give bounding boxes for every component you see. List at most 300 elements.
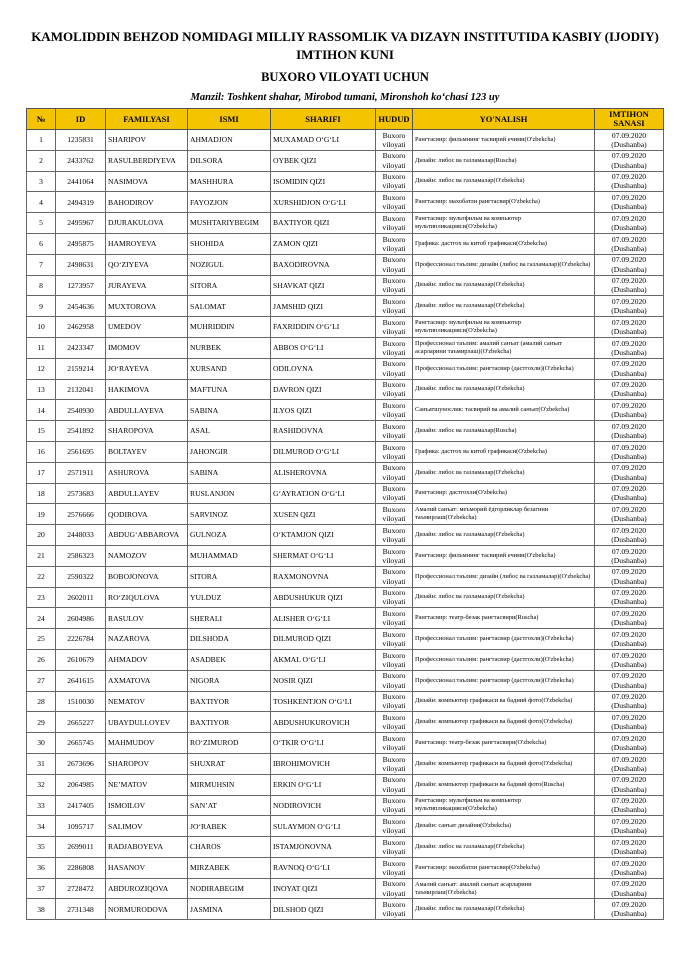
row-exam-date: 07.09.2020 (Dushanba) [595,192,664,213]
row-number: 2 [27,150,56,171]
row-patronymic: TOSHKENTJON O‘G‘LI [271,691,376,712]
row-name: ASADBEK [188,649,271,670]
row-patronymic: JAMSHID QIZI [271,296,376,317]
row-id: 2417405 [56,795,106,816]
row-direction: Рангтасвир: театр-безак рангтасвири(O'zbekcha) [413,733,595,754]
row-patronymic: ABBOS O‘G‘LI [271,337,376,358]
row-number: 29 [27,712,56,733]
row-region: Buxoro viloyati [376,691,413,712]
row-surname: DJURAKULOVA [106,213,188,234]
row-patronymic: DAVRON QIZI [271,379,376,400]
row-surname: ASHUROVA [106,462,188,483]
row-id: 2561695 [56,441,106,462]
row-surname: NE’MATOV [106,774,188,795]
table-row [27,525,664,546]
row-name: NODIRABEGIM [188,878,271,899]
row-id: 2540930 [56,400,106,421]
row-patronymic: DILMUROD O‘G‘LI [271,441,376,462]
row-region: Buxoro viloyati [376,795,413,816]
row-id: 2132041 [56,379,106,400]
row-surname: MAHMUDOV [106,733,188,754]
row-patronymic: ALISHER O‘G‘LI [271,608,376,629]
row-name: DILSHODA [188,629,271,650]
row-number: 36 [27,857,56,878]
row-region: Buxoro viloyati [376,566,413,587]
row-exam-date: 07.09.2020 (Dushanba) [595,649,664,670]
row-exam-date: 07.09.2020 (Dushanba) [595,358,664,379]
row-id: 2159214 [56,358,106,379]
table-row [27,233,664,254]
row-name: MAFTUNA [188,379,271,400]
row-region: Buxoro viloyati [376,649,413,670]
table-row [27,691,664,712]
row-region: Buxoro viloyati [376,421,413,442]
row-exam-date: 07.09.2020 (Dushanba) [595,608,664,629]
table-row [27,774,664,795]
table-row [27,213,664,234]
row-id: 2604986 [56,608,106,629]
table-row [27,296,664,317]
row-name: RO‘ZIMUROD [188,733,271,754]
row-region: Buxoro viloyati [376,358,413,379]
row-patronymic: XURSHIDJON O‘G‘LI [271,192,376,213]
title-line-2: IMTIHON KUNI [296,47,394,62]
row-name: SAN’AT [188,795,271,816]
row-region: Buxoro viloyati [376,317,413,338]
row-exam-date: 07.09.2020 (Dushanba) [595,441,664,462]
row-name: FAYOZJON [188,192,271,213]
row-id: 2728472 [56,878,106,899]
table-row [27,192,664,213]
row-number: 13 [27,379,56,400]
col-header-id: ID [56,109,106,130]
row-region: Buxoro viloyati [376,275,413,296]
row-id: 2576666 [56,504,106,525]
row-direction: Графика: дастгох ва китоб графикаси(O'zbekcha) [413,441,595,462]
row-region: Buxoro viloyati [376,712,413,733]
row-exam-date: 07.09.2020 (Dushanba) [595,130,664,151]
row-name: YULDUZ [188,587,271,608]
row-patronymic: SHAVKAT QIZI [271,275,376,296]
row-number: 38 [27,899,56,920]
row-direction: Дизайн: компьютер графикаси ва бадиий фото(O'zbekcha) [413,753,595,774]
row-number: 22 [27,566,56,587]
row-number: 31 [27,753,56,774]
row-patronymic: XUSEN QIZI [271,504,376,525]
row-id: 2226784 [56,629,106,650]
row-surname: ABDULLAYEVA [106,400,188,421]
table-row [27,275,664,296]
row-direction: Дизайн: либос ва газламалар(Ruscha) [413,150,595,171]
row-name: SHOHIDA [188,233,271,254]
row-name: SARVINOZ [188,504,271,525]
row-name: MUSHTARIYBEGIM [188,213,271,234]
row-number: 8 [27,275,56,296]
row-surname: NASIMOVA [106,171,188,192]
row-number: 27 [27,670,56,691]
row-number: 14 [27,400,56,421]
row-exam-date: 07.09.2020 (Dushanba) [595,545,664,566]
row-region: Buxoro viloyati [376,233,413,254]
row-id: 2665745 [56,733,106,754]
row-region: Buxoro viloyati [376,733,413,754]
row-number: 20 [27,525,56,546]
row-exam-date: 07.09.2020 (Dushanba) [595,462,664,483]
row-region: Buxoro viloyati [376,400,413,421]
table-row [27,712,664,733]
row-exam-date: 07.09.2020 (Dushanba) [595,566,664,587]
row-surname: NEMATOV [106,691,188,712]
row-number: 18 [27,483,56,504]
row-id: 2590322 [56,566,106,587]
row-number: 37 [27,878,56,899]
row-number: 26 [27,649,56,670]
row-patronymic: ABDUSHUKUROVICH [271,712,376,733]
row-surname: RASULBERDIYEVA [106,150,188,171]
row-patronymic: G‘AYRATJON O‘G‘LI [271,483,376,504]
row-direction: Дизайн: либос ва газламалар(O'zbekcha) [413,171,595,192]
row-name: SALOMAT [188,296,271,317]
row-number: 24 [27,608,56,629]
row-name: NOZIGUL [188,254,271,275]
row-name: GULNOZA [188,525,271,546]
row-patronymic: ALISHEROVNA [271,462,376,483]
row-name: NIGORA [188,670,271,691]
row-number: 16 [27,441,56,462]
row-region: Buxoro viloyati [376,441,413,462]
row-name: XURSAND [188,358,271,379]
row-exam-date: 07.09.2020 (Dushanba) [595,899,664,920]
col-header-patronymic: SHARIFI [271,109,376,130]
row-surname: BAHODIROV [106,192,188,213]
table-row [27,130,664,151]
address-line: Manzil: Toshkent shahar, Mirobod tumani, Mironshoh ko‘chasi 123 uy [190,92,500,103]
row-direction: Профессионал таълим: дизайн (либос ва газламалар)(O'zbekcha) [413,254,595,275]
row-region: Buxoro viloyati [376,878,413,899]
row-patronymic: NODIROVICH [271,795,376,816]
row-exam-date: 07.09.2020 (Dushanba) [595,774,664,795]
row-patronymic: OYBEK QIZI [271,150,376,171]
row-exam-date: 07.09.2020 (Dushanba) [595,337,664,358]
table-body [27,130,664,920]
row-surname: BOLTAYEV [106,441,188,462]
table-row [27,400,664,421]
row-region: Buxoro viloyati [376,545,413,566]
row-number: 33 [27,795,56,816]
row-name: BAXTIYOR [188,691,271,712]
row-patronymic: RAVNOQ O‘G‘LI [271,857,376,878]
table-row [27,899,664,920]
row-number: 35 [27,837,56,858]
table-row [27,545,664,566]
row-surname: IMOMOV [106,337,188,358]
row-id: 1235831 [56,130,106,151]
row-exam-date: 07.09.2020 (Dushanba) [595,421,664,442]
row-exam-date: 07.09.2020 (Dushanba) [595,629,664,650]
row-name: SABINA [188,462,271,483]
row-name: RUSLANJON [188,483,271,504]
row-name: SHUXRAT [188,753,271,774]
row-exam-date: 07.09.2020 (Dushanba) [595,483,664,504]
row-id: 2448033 [56,525,106,546]
row-patronymic: BAXODIROVNA [271,254,376,275]
row-number: 6 [27,233,56,254]
row-surname: ISMOILOV [106,795,188,816]
row-id: 2586323 [56,545,106,566]
row-patronymic: RAXMONOVNA [271,566,376,587]
row-direction: Профессионал таълим: рангтасвир (дастгохли)(O'zbekcha) [413,629,595,650]
row-patronymic: SHERMAT O‘G‘LI [271,545,376,566]
row-id: 2573683 [56,483,106,504]
row-direction: Профессионал таълим: рангтасвир (дастгохли)(O'zbekcha) [413,358,595,379]
row-surname: NAMOZOV [106,545,188,566]
row-surname: SHAROPOVA [106,421,188,442]
row-patronymic: ERKIN O‘G‘LI [271,774,376,795]
row-direction: Профессионал таълим: амалий санъат (амалий санъат асарларини таъмирлаш)(O'zbekcha) [413,337,595,358]
row-surname: QODIROVA [106,504,188,525]
row-direction: Дизайн: компьютер графикаси ва бадиий фото(O'zbekcha) [413,712,595,733]
row-region: Buxoro viloyati [376,171,413,192]
row-name: MASHHURA [188,171,271,192]
row-region: Buxoro viloyati [376,670,413,691]
table-row [27,733,664,754]
row-id: 2286808 [56,857,106,878]
row-patronymic: ISOMIDIN QIZI [271,171,376,192]
row-surname: BOBOJONOVA [106,566,188,587]
row-patronymic: ODILOVNA [271,358,376,379]
row-exam-date: 07.09.2020 (Dushanba) [595,150,664,171]
row-surname: ABDULLAYEV [106,483,188,504]
row-name: MIRMUHSIN [188,774,271,795]
row-number: 12 [27,358,56,379]
row-direction: Дизайн: либос ва газламалар(O'zbekcha) [413,296,595,317]
row-region: Buxoro viloyati [376,629,413,650]
row-id: 2673696 [56,753,106,774]
row-exam-date: 07.09.2020 (Dushanba) [595,878,664,899]
row-number: 3 [27,171,56,192]
row-number: 23 [27,587,56,608]
row-number: 21 [27,545,56,566]
row-surname: ABDUG‘ABBAROVA [106,525,188,546]
row-exam-date: 07.09.2020 (Dushanba) [595,587,664,608]
row-id: 2433762 [56,150,106,171]
row-region: Buxoro viloyati [376,837,413,858]
row-patronymic: MUXAMAD O‘G‘LI [271,130,376,151]
table-row [27,379,664,400]
row-region: Buxoro viloyati [376,608,413,629]
table-row [27,795,664,816]
row-region: Buxoro viloyati [376,525,413,546]
row-name: ASAL [188,421,271,442]
row-region: Buxoro viloyati [376,483,413,504]
col-header-surname: FAMILYASI [106,109,188,130]
row-direction: Дизайн: либос ва газламалар(O'zbekcha) [413,587,595,608]
row-region: Buxoro viloyati [376,753,413,774]
row-exam-date: 07.09.2020 (Dushanba) [595,275,664,296]
row-patronymic: FAXRIDDIN O‘G‘LI [271,317,376,338]
col-header-exam-date: IMTIHON SANASI [595,109,664,130]
row-region: Buxoro viloyati [376,130,413,151]
row-id: 1095717 [56,816,106,837]
row-surname: SHARIPOV [106,130,188,151]
row-patronymic: BAXTIYOR QIZI [271,213,376,234]
row-patronymic: ZAMON QIZI [271,233,376,254]
row-surname: QO‘ZIYEVA [106,254,188,275]
row-direction: Амалий санъат: меъморий ёдгорликлар безагини таъмирлаш(O'zbekcha) [413,504,595,525]
row-direction: Дизайн: компьютер графикаси ва бадиий фото(O'zbekcha) [413,691,595,712]
row-direction: Дизайн: либос ва газламалар(O'zbekcha) [413,379,595,400]
row-number: 34 [27,816,56,837]
row-surname: NORMURODOVA [106,899,188,920]
row-id: 2064985 [56,774,106,795]
row-region: Buxoro viloyati [376,774,413,795]
table-row [27,171,664,192]
row-region: Buxoro viloyati [376,150,413,171]
row-surname: JURAYEVA [106,275,188,296]
row-exam-date: 07.09.2020 (Dushanba) [595,712,664,733]
row-direction: Дизайн: либос ва газламалар(O'zbekcha) [413,462,595,483]
row-number: 1 [27,130,56,151]
row-id: 2641615 [56,670,106,691]
row-name: JAHONGIR [188,441,271,462]
row-number: 5 [27,213,56,234]
table-row [27,753,664,774]
row-region: Buxoro viloyati [376,504,413,525]
row-exam-date: 07.09.2020 (Dushanba) [595,753,664,774]
table-row [27,878,664,899]
row-name: SITORA [188,275,271,296]
row-surname: HAKIMOVA [106,379,188,400]
table-row [27,816,664,837]
row-number: 11 [27,337,56,358]
row-exam-date: 07.09.2020 (Dushanba) [595,400,664,421]
table-row [27,483,664,504]
row-name: JO‘RABEK [188,816,271,837]
row-name: CHAROS [188,837,271,858]
row-id: 2423347 [56,337,106,358]
row-direction: Рангтасвир: мультфильм ва компьютер мультипликацияси(O'zbekcha) [413,213,595,234]
row-name: BAXTIYOR [188,712,271,733]
row-surname: MUXTOROVA [106,296,188,317]
row-name: MUHAMMAD [188,545,271,566]
row-patronymic: AKMAL O‘G‘LI [271,649,376,670]
row-direction: Графика: дастгох ва китоб графикаси(O'zbekcha) [413,233,595,254]
row-name: AHMADJON [188,130,271,151]
col-header-direction: YO'NALISH [413,109,595,130]
row-patronymic: DILMUROD QIZI [271,629,376,650]
row-direction: Рангтасвир: театр-безак рангтасвири(Ruscha) [413,608,595,629]
row-id: 2454636 [56,296,106,317]
table-row [27,587,664,608]
row-patronymic: DILSHOD QIZI [271,899,376,920]
row-region: Buxoro viloyati [376,213,413,234]
row-direction: Дизайн: санъат дизайни(O'zbekcha) [413,816,595,837]
row-region: Buxoro viloyati [376,379,413,400]
row-number: 9 [27,296,56,317]
table-row [27,566,664,587]
row-exam-date: 07.09.2020 (Dushanba) [595,296,664,317]
document-title [0,28,690,64]
table-row [27,608,664,629]
row-direction: Рангтасвир: мультфильм ва компьютер мультипликацияси(O'zbekcha) [413,317,595,338]
row-patronymic: IBROHIMOVICH [271,753,376,774]
row-region: Buxoro viloyati [376,254,413,275]
row-id: 2495875 [56,233,106,254]
row-number: 19 [27,504,56,525]
row-exam-date: 07.09.2020 (Dushanba) [595,379,664,400]
row-number: 10 [27,317,56,338]
row-surname: ABDUROZIQOVA [106,878,188,899]
row-exam-date: 07.09.2020 (Dushanba) [595,171,664,192]
row-direction: Рангтасвир: фильмнинг тасвирий ечими(O'zbekcha) [413,130,595,151]
table-row [27,670,664,691]
row-id: 2441064 [56,171,106,192]
row-exam-date: 07.09.2020 (Dushanba) [595,857,664,878]
title-line-1: KAMOLIDDIN BEHZOD NOMIDAGI MILLIY RASSOMLIK VA DIZAYN INSTITUTIDA KASBIY (IJODIY) [31,29,659,44]
row-surname: AXMATOVA [106,670,188,691]
row-surname: RO‘ZIQULOVA [106,587,188,608]
row-region: Buxoro viloyati [376,899,413,920]
row-exam-date: 07.09.2020 (Dushanba) [595,670,664,691]
row-patronymic: ABDUSHUKUR QIZI [271,587,376,608]
row-region: Buxoro viloyati [376,337,413,358]
row-name: NURBEK [188,337,271,358]
row-exam-date: 07.09.2020 (Dushanba) [595,525,664,546]
row-patronymic: ISTAMJONOVNA [271,837,376,858]
row-exam-date: 07.09.2020 (Dushanba) [595,233,664,254]
row-id: 2462958 [56,317,106,338]
row-name: MUHRIDDIN [188,317,271,338]
table-row [27,254,664,275]
region-subtitle: BUXORO VILOYATI UCHUN [261,70,429,84]
row-number: 17 [27,462,56,483]
row-surname: JO‘RAYEVA [106,358,188,379]
row-surname: UBAYDULLOYEV [106,712,188,733]
row-surname: HASANOV [106,857,188,878]
table-row [27,358,664,379]
row-exam-date: 07.09.2020 (Dushanba) [595,213,664,234]
table-row [27,462,664,483]
row-id: 1510030 [56,691,106,712]
row-id: 2610679 [56,649,106,670]
table-row [27,837,664,858]
col-header-number: № [27,109,56,130]
row-patronymic: NOSIR QIZI [271,670,376,691]
row-patronymic: O‘KTAMJON QIZI [271,525,376,546]
table-row [27,421,664,442]
row-direction: Рангтасвир: дастгохли(O'zbekcha) [413,483,595,504]
row-name: SITORA [188,566,271,587]
row-patronymic: O‘TKIR O‘G‘LI [271,733,376,754]
row-direction: Дизайн: либос ва газламалар(Ruscha) [413,421,595,442]
row-id: 2602011 [56,587,106,608]
applicants-table [26,108,664,920]
row-id: 2498631 [56,254,106,275]
row-region: Buxoro viloyati [376,192,413,213]
row-id: 2699011 [56,837,106,858]
row-region: Buxoro viloyati [376,462,413,483]
row-number: 28 [27,691,56,712]
row-id: 2571911 [56,462,106,483]
row-region: Buxoro viloyati [376,857,413,878]
row-direction: Дизайн: либос ва газламалар(O'zbekcha) [413,899,595,920]
table-row [27,337,664,358]
row-patronymic: SULAYMON O‘G‘LI [271,816,376,837]
row-direction: Профессионал таълим: дизайн (либос ва газламалар)(O'zbekcha) [413,566,595,587]
row-name: JASMINA [188,899,271,920]
row-surname: RADJABOYEVA [106,837,188,858]
row-surname: HAMROYEVA [106,233,188,254]
